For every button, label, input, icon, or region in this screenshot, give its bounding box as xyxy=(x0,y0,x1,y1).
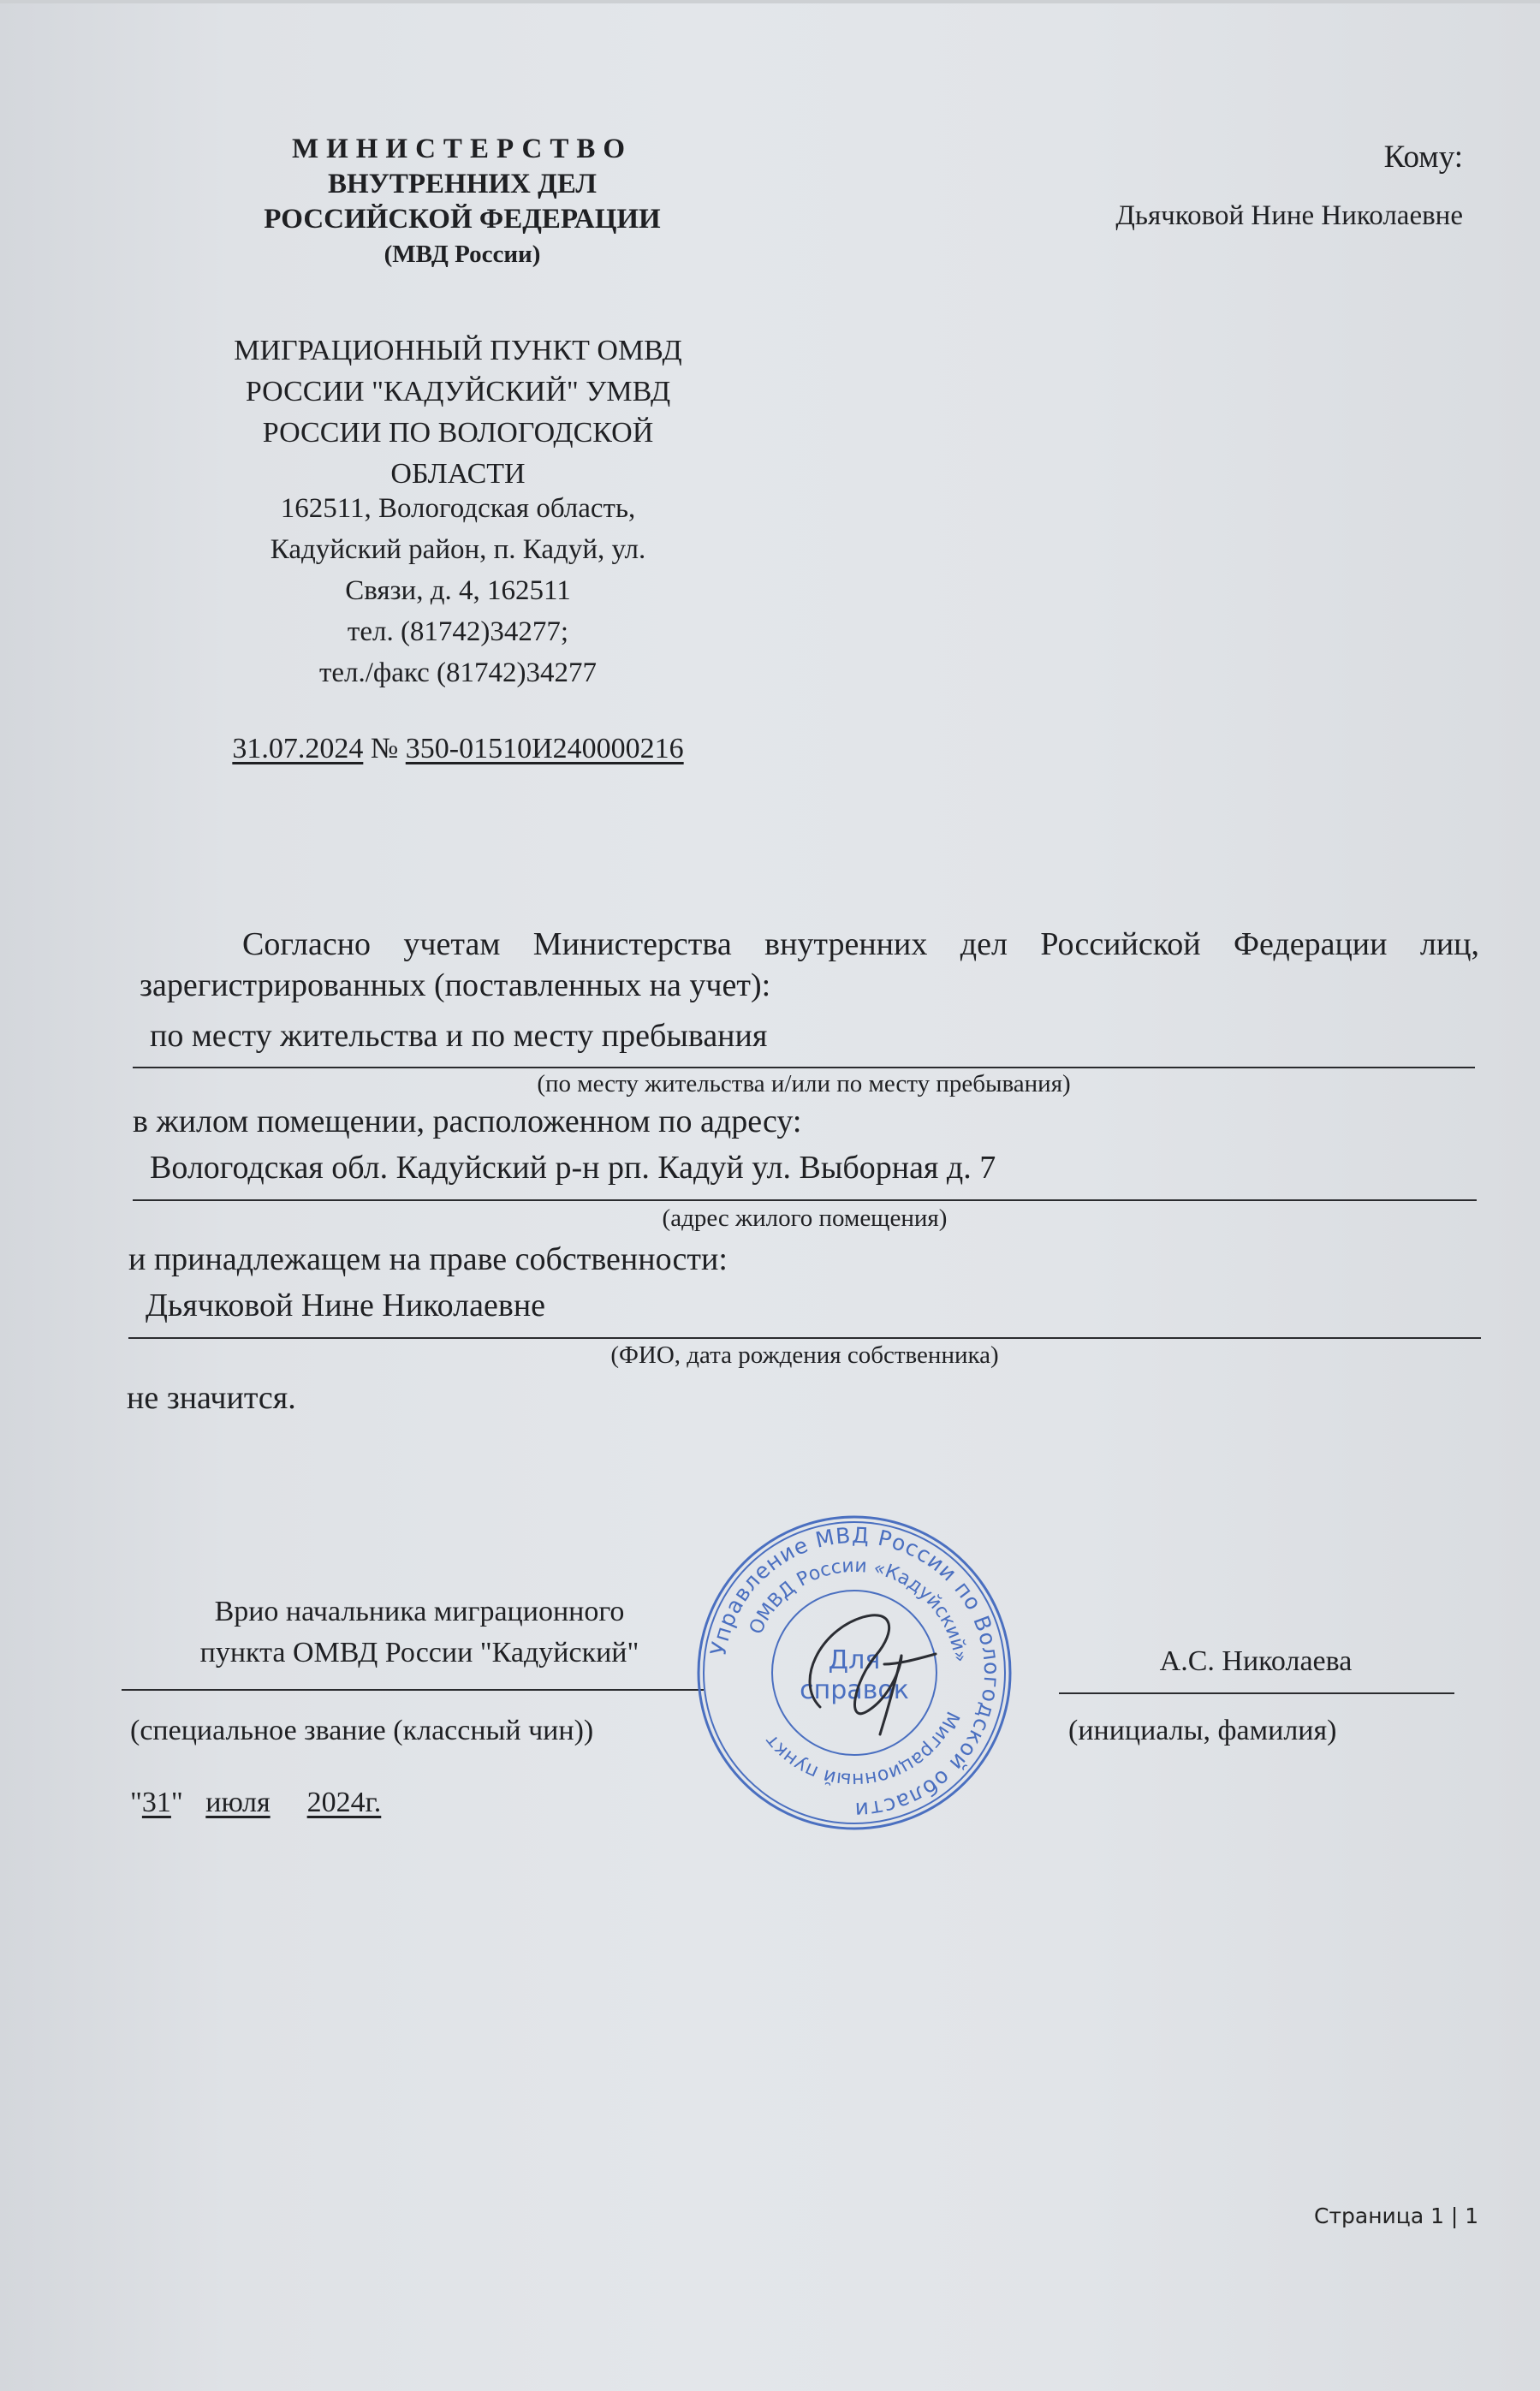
registration-type-value: по месту жительства и по месту пребывания xyxy=(150,1018,768,1054)
contact-line: 162511, Вологодская область, xyxy=(280,493,636,524)
position-line: Врио начальника миграционного xyxy=(214,1596,625,1627)
signer-position xyxy=(128,1591,711,1674)
ministry-line: РОССИЙСКОЙ ФЕДЕРАЦИИ xyxy=(264,204,661,235)
address-value: Вологодская обл. Кадуйский р-н рп. Кадуй ул. Выборная д. 7 xyxy=(150,1150,996,1186)
intro-paragraph xyxy=(140,924,1479,1006)
result-text: не значится. xyxy=(127,1380,296,1416)
owner-intro: и принадлежащем на праве собственности: xyxy=(128,1241,728,1277)
number-sign: № xyxy=(370,733,399,764)
signer-name: А.С. Николаева xyxy=(1159,1645,1353,1677)
registration-type-caption: (по месту жительства и/или по месту пребывания) xyxy=(537,1070,1071,1097)
position-line: пункта ОМВД России "Кадуйский" xyxy=(199,1637,639,1668)
address-caption: (адрес жилого помещения) xyxy=(662,1204,948,1232)
date-day: 31 xyxy=(141,1787,171,1818)
stamp-center-line: Для xyxy=(828,1645,881,1675)
owner-line xyxy=(128,1337,1481,1339)
contact-line: Связи, д. 4, 162511 xyxy=(345,575,571,606)
registration-number-line xyxy=(154,733,762,765)
position-line-rule xyxy=(122,1689,704,1691)
recipient-label: Кому: xyxy=(1383,140,1463,175)
ministry-line: ВНУТРЕННИХ ДЕЛ xyxy=(327,169,598,199)
stamp-center-line: справок xyxy=(800,1675,909,1705)
contact-line: Кадуйский район, п. Кадуй, ул. xyxy=(270,534,646,565)
registration-date: 31.07.2024 xyxy=(232,733,364,764)
address-intro: в жилом помещении, расположенном по адресу: xyxy=(133,1103,802,1139)
recipient-name: Дьячковой Нине Николаевне xyxy=(1115,200,1463,231)
document-page xyxy=(0,3,1540,2391)
signature-date: "31" июля 2024г. xyxy=(130,1787,382,1818)
stamp-bottom-text: Миграционный пункт xyxy=(760,1707,964,1791)
stamp-inner-text: ОМВД России «Кадуйский» xyxy=(745,1555,972,1664)
intro-text: Согласно учетам Министерства внутренних дел Российской Федерации лиц, зарегистрированных (поставленных на учет): xyxy=(140,926,1479,1003)
registration-type-line xyxy=(133,1067,1475,1068)
owner-value: Дьячковой Нине Николаевне xyxy=(146,1288,546,1323)
page-counter: Страница 1 | 1 xyxy=(1314,2204,1479,2228)
contact-line: тел. (81742)34277; xyxy=(347,616,569,647)
signer-caption: (инициалы, фамилия) xyxy=(1068,1715,1337,1746)
address-line xyxy=(133,1199,1477,1201)
owner-caption: (ФИО, дата рождения собственника) xyxy=(610,1341,999,1369)
ministry-line: МИНИСТЕРСТВО xyxy=(291,134,633,164)
position-caption: (специальное звание (классный чин)) xyxy=(130,1715,594,1746)
ministry-line: (МВД России) xyxy=(384,241,541,268)
department-name xyxy=(154,330,762,495)
department-line: ОБЛАСТИ xyxy=(390,458,526,490)
date-year: 2024г. xyxy=(306,1787,382,1818)
stamp-outer-text: Управление МВД России по Вологодской области xyxy=(705,1522,1005,1823)
official-stamp xyxy=(692,1510,1017,1835)
department-contacts xyxy=(154,488,762,693)
signer-line-rule xyxy=(1059,1692,1454,1694)
department-line: РОССИИ "КАДУЙСКИЙ" УМВД xyxy=(245,376,671,407)
department-line: МИГРАЦИОННЫЙ ПУНКТ ОМВД xyxy=(234,335,682,366)
registration-number: 350-01510И240000216 xyxy=(405,733,684,764)
department-line: РОССИИ ПО ВОЛОГОДСКОЙ xyxy=(262,417,654,449)
date-month: июля xyxy=(205,1787,271,1818)
contact-line: тел./факс (81742)34277 xyxy=(318,657,598,688)
ministry-header xyxy=(171,132,753,272)
